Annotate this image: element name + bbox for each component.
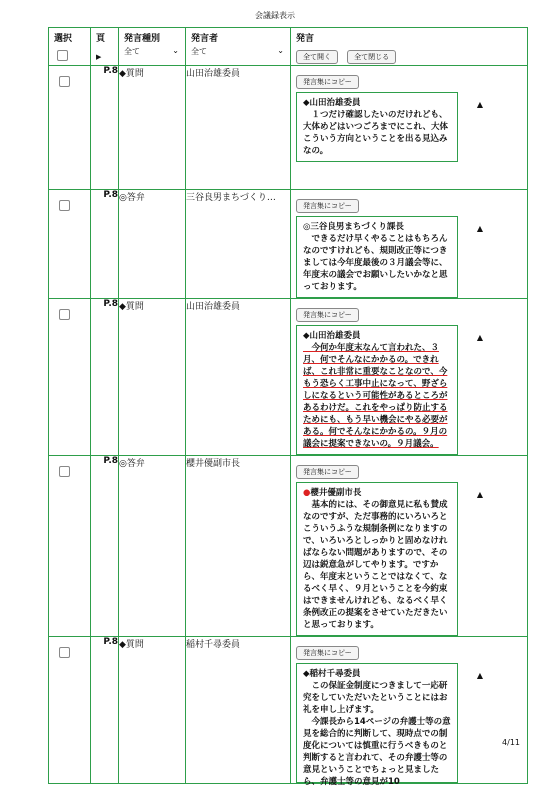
collapse-arrow-icon[interactable]: ▲ bbox=[476, 333, 483, 342]
row-type: ◆質問 bbox=[119, 66, 186, 190]
collapse-arrow-icon[interactable]: ▲ bbox=[476, 100, 483, 109]
speech-speaker: 櫻井優副市長 bbox=[310, 488, 362, 498]
speech-speaker: ◎三谷良男まちづくり課長 bbox=[303, 222, 404, 232]
row-page: P.8 bbox=[91, 637, 119, 784]
header-row bbox=[49, 28, 528, 66]
select-header bbox=[49, 28, 91, 66]
page-label: 頁 bbox=[96, 34, 106, 44]
type-label: 発言種別 bbox=[124, 34, 161, 44]
speech-text: 基本的には、その御意見に私も賛成なのですが、ただ事務的にいろいろとこういうふうな規制条例になりますので、いろいろとしっかりと固めなければならない問題がありますので、その辺は鋭意急がしてやります。ですから、年度末ということではなくて、なるべく早く、９月ということを今約束はできませんけれども、なるべく早く条例改正の提案をさせていただきたいと思っております。 bbox=[303, 500, 448, 630]
row-type: ◆質問 bbox=[119, 637, 186, 784]
row-checkbox[interactable] bbox=[59, 200, 70, 211]
row-checkbox[interactable] bbox=[59, 647, 70, 658]
row-type: ◎答弁 bbox=[119, 190, 186, 299]
copy-button[interactable]: 発言集にコピー bbox=[296, 199, 359, 213]
row-page: P.8 bbox=[91, 190, 119, 299]
page-number: 4/11 bbox=[502, 738, 520, 747]
speaker-filter-select[interactable]: 全て ⌄ bbox=[191, 46, 284, 56]
copy-button[interactable]: 発言集にコピー bbox=[296, 308, 359, 322]
chevron-down-icon: ⌄ bbox=[277, 46, 284, 55]
speech-speaker: ◆山田治雄委員 bbox=[303, 331, 361, 341]
collapse-arrow-icon[interactable]: ▲ bbox=[476, 490, 483, 499]
row-type: ◎答弁 bbox=[119, 456, 186, 637]
red-marker-icon: ● bbox=[303, 488, 311, 498]
copy-button[interactable]: 発言集にコピー bbox=[296, 75, 359, 89]
type-filter-select[interactable]: 全て ⌄ bbox=[124, 46, 179, 56]
speech-box bbox=[296, 216, 483, 298]
collapse-arrow-icon[interactable]: ▲ bbox=[476, 671, 483, 680]
row-speaker: 三谷良男まちづくり… bbox=[186, 190, 291, 299]
table-row bbox=[49, 299, 528, 456]
speech-box bbox=[296, 92, 483, 162]
minutes-table bbox=[48, 27, 528, 787]
speech-box bbox=[296, 325, 483, 455]
row-checkbox[interactable] bbox=[59, 309, 70, 320]
expand-all-button[interactable]: 全て開く bbox=[296, 50, 338, 64]
row-page: P.8 bbox=[91, 456, 119, 637]
page-header bbox=[91, 28, 119, 66]
speech-speaker: ◆山田治雄委員 bbox=[303, 98, 361, 108]
speech-box bbox=[296, 663, 483, 787]
copy-button[interactable]: 発言集にコピー bbox=[296, 465, 359, 479]
speech-text: 今何か年度末なんて言われた、３月、何でそんなにかかるの。できれば、これ非常に重要なことなので、今もう恐らく工事中止になって、野ざらしになるという可能性があるところがあるわけだ。これをやっぱり防止するためにも、もう早い機会にやる必要がある。何でそんなにかかるの。９月の議会に提案できないの。９月議会。 bbox=[303, 343, 448, 449]
row-speaker: 稲村千尋委員 bbox=[186, 637, 291, 784]
row-page: P.8 bbox=[91, 66, 119, 190]
copy-button[interactable]: 発言集にコピー bbox=[296, 646, 359, 660]
sort-arrow-icon[interactable]: ▶ bbox=[96, 53, 102, 61]
row-type: ◆質問 bbox=[119, 299, 186, 456]
chevron-down-icon: ⌄ bbox=[172, 46, 179, 55]
speech-speaker: ◆稲村千尋委員 bbox=[303, 669, 361, 679]
select-all-checkbox[interactable] bbox=[57, 50, 68, 61]
select-label: 選択 bbox=[54, 34, 73, 44]
speech-box bbox=[296, 482, 483, 636]
row-speaker: 山田治雄委員 bbox=[186, 299, 291, 456]
table-row bbox=[49, 190, 528, 299]
speech-text: この保証金制度につきまして一応研究をしていただいたということにはお礼を申し上げます。 今課長から14ページの弁護士等の意見を総合的に判断して、現時点での制度化については慎重に行うべきものと判断すると言われて、その弁護士等の意見ということでちょっと見ましたら、弁護士等の意見が10 bbox=[303, 681, 451, 787]
collapse-arrow-icon[interactable]: ▲ bbox=[476, 224, 483, 233]
speaker-label: 発言者 bbox=[191, 34, 219, 44]
speech-text: できるだけ早くやることはもちろんなのですけれども、規則改正等につきましては今年度最後の３月議会等に、年度末の議会でお願いしたいかなと思っております。 bbox=[303, 234, 448, 292]
speech-label: 発言 bbox=[296, 34, 315, 44]
row-page: P.8 bbox=[91, 299, 119, 456]
speech-header bbox=[291, 28, 528, 66]
table-row bbox=[49, 456, 528, 637]
collapse-all-button[interactable]: 全て閉じる bbox=[347, 50, 396, 64]
row-checkbox[interactable] bbox=[59, 76, 70, 87]
row-checkbox[interactable] bbox=[59, 466, 70, 477]
page-title: 会議録表示 bbox=[255, 11, 295, 20]
table-row bbox=[49, 66, 528, 190]
speaker-header bbox=[186, 28, 291, 66]
speech-text: １つだけ確認したいのだけれども、大体めどはいつごろまでにこれ、大体こういう方向ということを出る見込みなの。 bbox=[303, 110, 449, 156]
type-header bbox=[119, 28, 186, 66]
row-speaker: 櫻井優副市長 bbox=[186, 456, 291, 637]
row-speaker: 山田治雄委員 bbox=[186, 66, 291, 190]
table-row bbox=[49, 637, 528, 784]
